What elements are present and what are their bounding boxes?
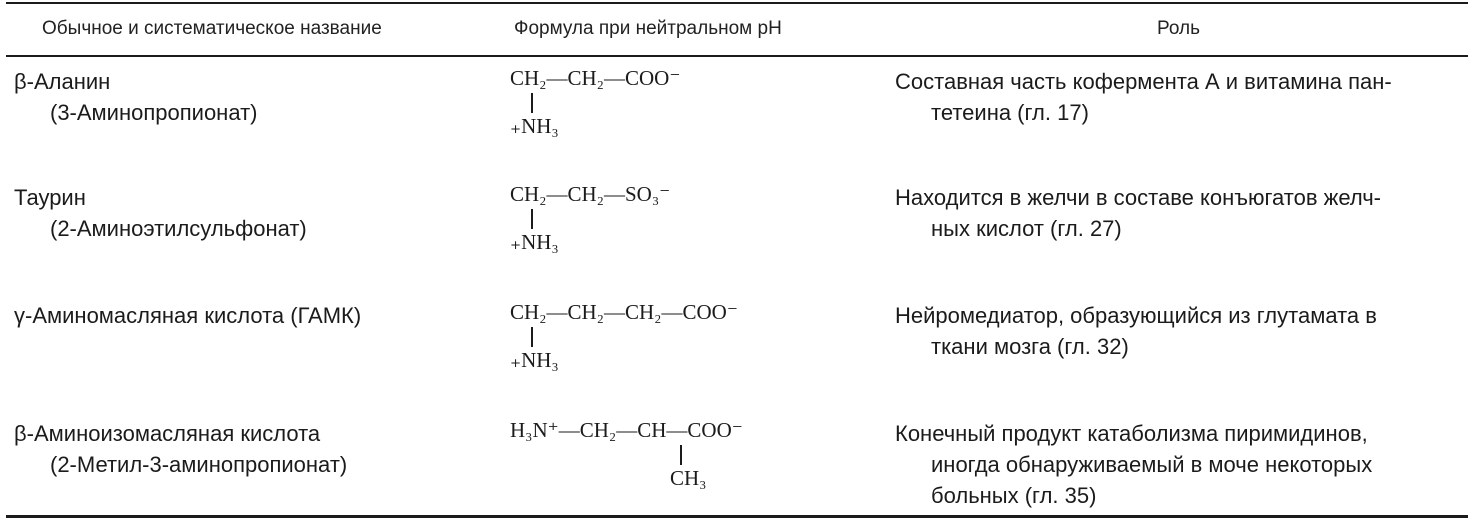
role-line: Находится в желчи в составе конъюгатов желч- bbox=[895, 185, 1382, 210]
formula-bond bbox=[510, 90, 680, 114]
common-name: γ-Аминомасляная кислота (ГАМК) bbox=[14, 303, 362, 328]
structural-formula bbox=[510, 300, 738, 372]
compound-name-cell bbox=[14, 182, 307, 244]
role-line: Конечный продукт катаболизма пиримидинов, bbox=[895, 421, 1368, 446]
table-bottom-rule bbox=[6, 515, 1468, 518]
role-cell bbox=[895, 418, 1372, 511]
role-line: больных (гл. 35) bbox=[931, 483, 1097, 508]
role-line: ткани мозга (гл. 32) bbox=[931, 334, 1129, 359]
role-line: Нейромедиатор, образующийся из глутамата в bbox=[895, 303, 1377, 328]
formula-substituent: CH₃ bbox=[670, 466, 707, 490]
systematic-name: (2-Аминоэтилсульфонат) bbox=[50, 216, 307, 241]
formula-substituent: ₊NH₃ bbox=[510, 230, 559, 254]
compound-name-cell bbox=[14, 418, 347, 480]
formula-substituent: ₊NH₃ bbox=[510, 114, 559, 138]
formula-main-chain: CH₂—CH₂—SO₃⁻ bbox=[510, 182, 671, 206]
formula-substituent: ₊NH₃ bbox=[510, 348, 559, 372]
role-line: ных кислот (гл. 27) bbox=[931, 216, 1122, 241]
formula-main-chain: CH₂—CH₂—COO⁻ bbox=[510, 66, 681, 90]
systematic-name: (3-Аминопропионат) bbox=[50, 100, 258, 125]
formula-main-chain: CH₂—CH₂—CH₂—COO⁻ bbox=[510, 300, 738, 324]
systematic-name: (2-Метил-3-аминопропионат) bbox=[50, 452, 348, 477]
role-cell bbox=[895, 66, 1392, 128]
formula-main-chain: H₃N⁺—CH₂—CH—COO⁻ bbox=[510, 418, 743, 442]
common-name: Таурин bbox=[14, 185, 86, 210]
formula-bond bbox=[510, 206, 670, 230]
structural-formula bbox=[510, 418, 743, 490]
compound-name-cell bbox=[14, 300, 361, 331]
role-line: тетеина (гл. 17) bbox=[931, 100, 1089, 125]
compound-name-cell bbox=[14, 66, 258, 128]
role-line: Составная часть кофермента А и витамина пан- bbox=[895, 69, 1392, 94]
table-header-rule bbox=[6, 55, 1468, 57]
common-name: β-Аланин bbox=[14, 69, 111, 94]
role-line: иногда обнаруживаемый в моче некоторых bbox=[931, 452, 1373, 477]
table-top-rule bbox=[6, 2, 1468, 4]
role-cell bbox=[895, 182, 1381, 244]
structural-formula bbox=[510, 182, 670, 254]
formula-bond bbox=[510, 324, 738, 348]
role-cell bbox=[895, 300, 1377, 362]
structural-formula bbox=[510, 66, 680, 138]
column-header-role: Роль bbox=[1157, 18, 1200, 39]
column-header-formula: Формула при нейтральном pH bbox=[514, 18, 782, 39]
column-header-name: Обычное и систематическое название bbox=[42, 18, 382, 39]
formula-bond bbox=[510, 442, 743, 466]
common-name: β-Аминоизомасляная кислота bbox=[14, 421, 321, 446]
